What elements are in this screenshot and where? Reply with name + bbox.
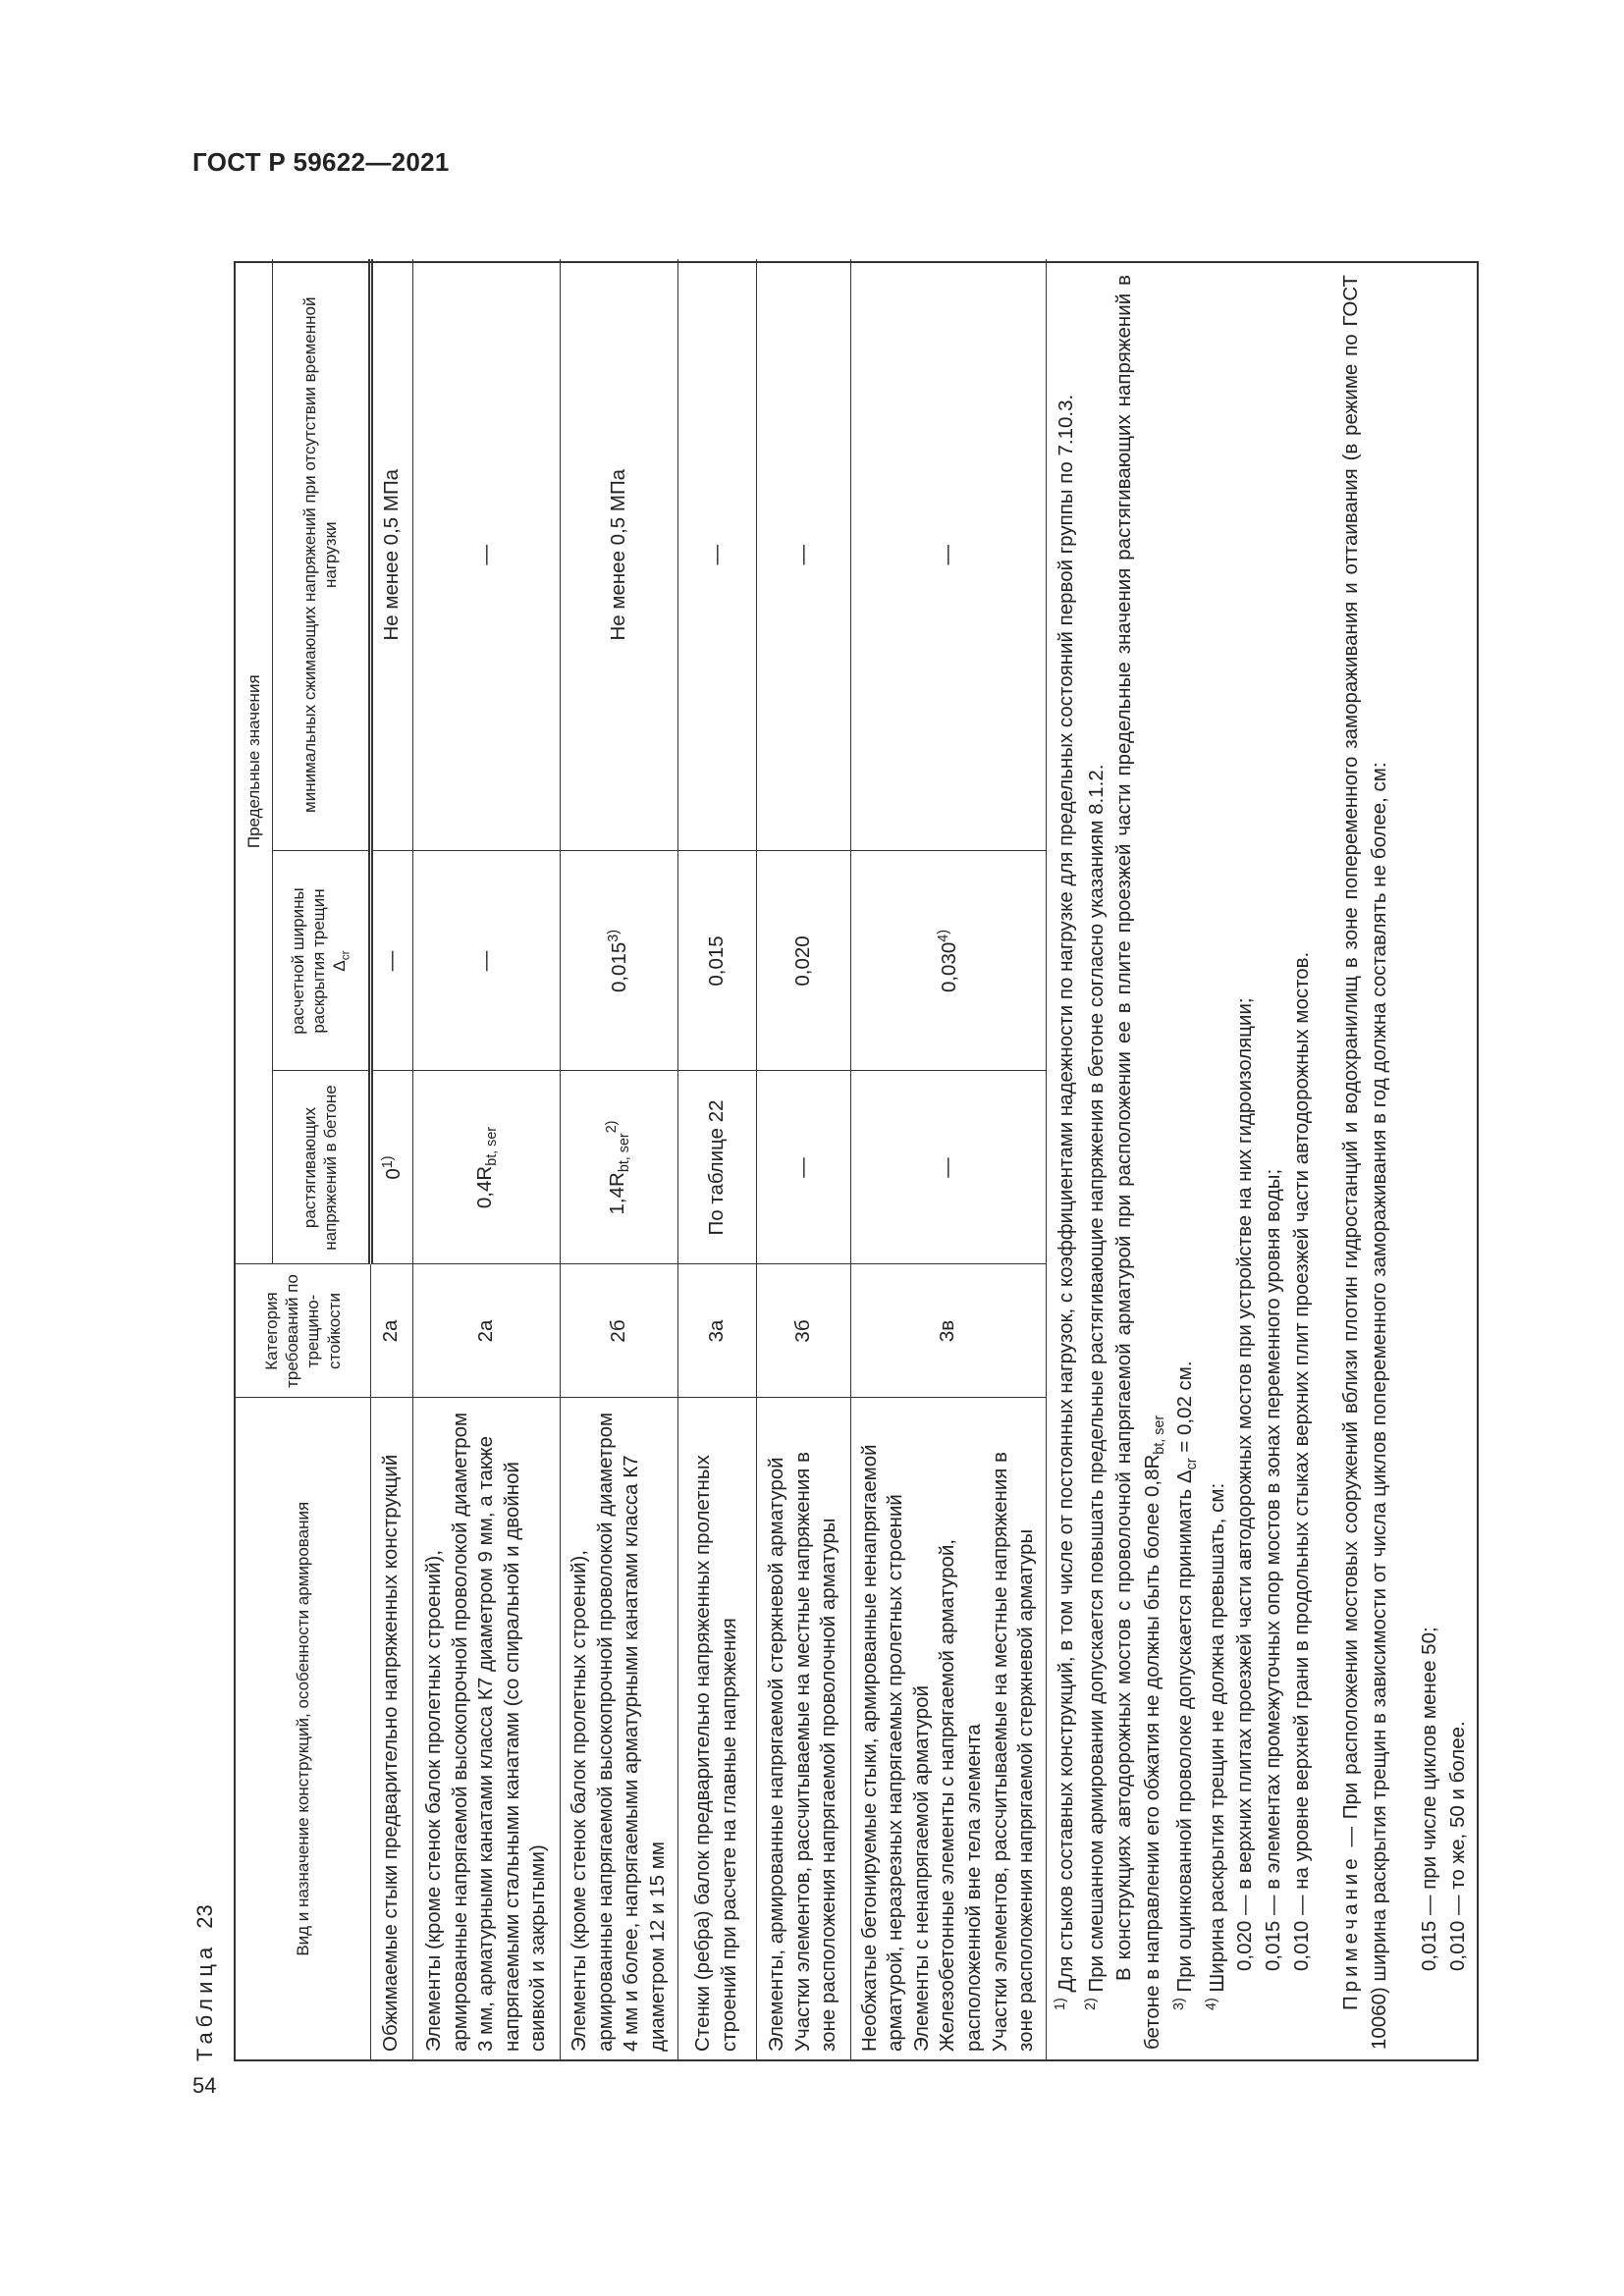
col-header-limits: Предельные значения [236,259,272,1264]
cell-description [370,1398,412,2059]
description-line: Необжатые бетонируемые стыки, армированные ненапрягаемой арматурой, неразрезных напрягаемых пролетных строений [857,1444,907,2052]
cell-description [677,1398,756,2059]
cell-category: 3в [850,1264,1046,1398]
description-line: Участки элементов, рассчитываемые на местные напряжения в зоне расположения напрягаемой проволочной арматуры [790,1452,840,2052]
description-line: Участки элементов, рассчитываемые на местные напряжения в зоне расположения напрягаемой стержневой арматуры [988,1452,1038,2052]
list-item: 0,015 — при числе циклов менее 50; [1417,1627,1440,1971]
cell-category: 3б [756,1264,850,1398]
cell-description [412,1398,560,2059]
list-item: 0,015 — в элементах промежуточных опор мостов в зонах переменного уровня воды; [1262,1168,1285,1971]
cell-category: 2б [560,1264,677,1398]
document-header: ГОСТ Р 59622—2021 [192,147,450,177]
rotated-table-area [192,251,1479,2091]
cell-tensile: $1,4R_{bt, ser}^{2)}$ [560,1071,677,1264]
col-header-kind: Вид и назначение конструкций, особенности армирования [236,1398,370,2059]
table-row [370,259,412,2059]
note-label: Примечание [1339,1854,1363,2010]
description-line: Элементы, армированные напрягаемой стержневой арматурой [765,1457,788,2052]
cell-tensile: 0$^{1)}$ [370,1071,412,1264]
footnote-1: $^{1)}$ Для стыков составных конструкций, в том числе от постоянных нагрузок, с коэффициентами надежности по нагрузке для предельных состояний первой группы по 7.10.3. [1053,394,1077,2010]
col-header-tensile: растягивающих напряжений в бетоне [272,1071,370,1264]
table-row [850,259,1046,2059]
cell-crack-width: 0,030$^{4)}$ [850,851,1046,1071]
table-caption [192,1904,218,2061]
description-line: Элементы (кроме стенок балок пролетных строений), армированные напрягаемой высокопрочной проволокой диаметром 3 мм, арматурными канатами класса К7 диаметром 9 мм, а также напрягаемыми стальными канатами (со спиральной и двойной свивкой и закрытыми) [421,1412,550,2052]
cell-compressive: — [756,259,850,851]
cell-compressive: Не менее 0,5 МПа [560,259,677,851]
page-number: 54 [192,2073,217,2098]
cell-category: 3а [677,1264,756,1398]
cell-tensile: $0,4R_{bt, ser}$ [412,1071,560,1264]
table-frame [234,261,1479,2061]
description-line: Элементы с ненапрягаемой арматурой [909,1684,933,2052]
footnote-3: $^{3)}$ При оцинкованной проволоке допускается принимать $\Delta_{cr} = 0,02$ см. [1170,1361,1200,2010]
cell-category: 2а [412,1264,560,1398]
note-list [1416,275,1472,1971]
cell-category: 2а [370,1264,412,1398]
table-caption-number: 23 [192,1904,217,1929]
table-row [560,259,677,2059]
cell-compressive: — [850,259,1046,851]
cell-description [560,1398,677,2059]
table-row [756,259,850,2059]
description-line: Элементы (кроме стенок балок пролетных строений), армированные напрягаемой высокопрочной проволокой диаметром 4 мм и более, напрягаемыми арматурными канатами класса К7 диаметром 12 и 15 мм [567,1412,669,2052]
cell-compressive: Не менее 0,5 МПа [370,259,412,851]
cell-description [850,1398,1046,2059]
col-header-category: Категория требований по трещино-стойкости [236,1264,370,1398]
description-line: Обжимаемые стыки предварительно напряженных конструкций [379,1454,403,2052]
description-line: Железобетонные элементы с напрягаемой арматурой, расположенной вне тела элемента [936,1538,986,2052]
footnote-2: $^{2)}$ При смешанном армировании допускается повышать предельные растягивающие напряжения в бетоне согласно указаниям 8.1.2. [1082,764,1108,2010]
limits-table [236,259,1047,2059]
footnote-2-continued: В конструкциях автодорожных мостов с проволочной напрягаемой арматурой при расположении ее в плите проезжей части предельные значения растягивающих напряжений в бетоне в направлении его обжатия не должны быть более $0,8R_{bt, ser}$ [1112,275,1167,2050]
description-line: Стенки (ребра) балок предварительно напряженных пролетных строений при расчете на главные напряжения [691,1455,741,2052]
cell-compressive: — [677,259,756,851]
cell-tensile: — [850,1071,1046,1264]
table-caption-word: Таблица [192,1942,217,2061]
footnote-4-list [1231,275,1316,1971]
cell-crack-width: — [370,851,412,1071]
table-row [677,259,756,2059]
table-footnotes [1041,259,1472,2059]
cell-crack-width: 0,015$^{3)}$ [560,851,677,1071]
cell-tensile: — [756,1071,850,1264]
col-header-crack-width [272,851,370,1071]
footnote-4: $^{4)}$ Ширина раскрытия трещин не должна превышать, см: [1203,1482,1228,2010]
cell-crack-width: — [412,851,560,1071]
table-row [412,259,560,2059]
cell-tensile: По таблице 22 [677,1071,756,1264]
cell-crack-width: 0,020 [756,851,850,1071]
cell-crack-width: 0,015 [677,851,756,1071]
list-item: 0,010 — то же, 50 и более. [1445,1721,1469,1971]
col-header-compressive: минимальных сжимающих напряжений при отсутствии временной нагрузки [272,259,370,851]
cell-description [756,1398,850,2059]
cell-compressive: — [412,259,560,851]
note-paragraph: Примечание — При расположении мостовых сооружений вблизи плотин гидростанций и водохранилищ в зоне попеременного замораживания и оттаивания (в режиме по ГОСТ 10060) ширина раскрытия трещин в зависимости от числа циклов попеременного замораживания в год должна составлять не более, см: [1339,275,1391,2050]
list-item: 0,010 — на уровне верхней грани в продольных стыках верхних плит проезжей части автодорожных мостов. [1289,951,1313,1971]
list-item: 0,020 — в верхних плитах проезжей части автодорожных мостов при устройстве на них гидроизоляции; [1233,997,1257,1971]
crack-symbol: $\Delta_{cr}$ [330,950,352,972]
crack-width-label: расчетной ширины раскрытия трещин [288,887,328,1035]
